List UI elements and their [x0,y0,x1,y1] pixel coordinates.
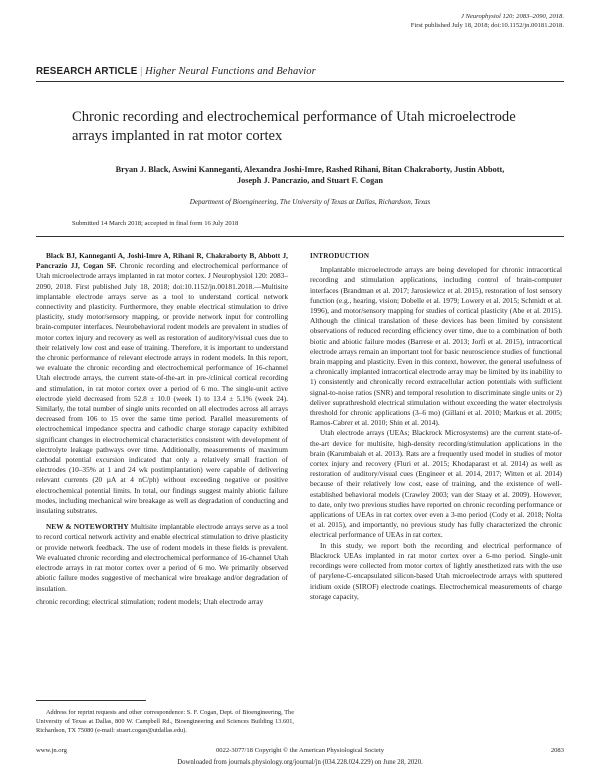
new-noteworthy-paragraph [36,522,288,593]
article-type-band [36,66,316,77]
abstract-column [36,251,288,607]
citation-lead: Black BJ, Kanneganti A, Joshi-Imre A, Rihani R, Chakraborty B, Abbott J, Pancrazio JJ, Cogan SF. [36,251,288,271]
first-published-line: First published July 18, 2018; doi:10.1152/jn.00181.2018. [410,22,564,30]
header-rule [36,81,564,82]
correspondence-text: Address for reprint requests and other correspondence: S. F. Cogan, Dept. of Bioengineering, The University of Texas at Dallas, 800 W. Campbell Rd., Bioengineering and Sciences Building 13.601, Richardson, TX 75080 (e-mail: stuart.cogan@utdallas.edu). [36,709,294,734]
journal-citation: J Neurophysiol 120: 2083–2090, 2018. [460,13,564,20]
journal-website-link[interactable]: www.jn.org [36,747,67,754]
page-number: 2083 [550,747,564,754]
section-name: Higher Neural Functions and Behavior [145,66,316,77]
band-separator: | [140,66,143,77]
correspondence-note [36,700,294,735]
article-type: RESEARCH ARTICLE [36,66,138,77]
intro-paragraph: Implantable microelectrode arrays are being developed for chronic intracortical recording and stimulation applications, including control of brain-computer interfaces (Brandman et al. 2017; Jarosiewicz et al. 2015), restoration of lost sensory function (e.g., hearing, vision; Dobelle et al. 1979; Lowery et al. 2015; Schmidt et al. 1996), and motor/sensory mapping for studies of cortical plasticity (Abe et al. 2015). Although the clinical translation of these devices has been limited by consistent observations of reduced recording efficiency over time, due to a combination of both biotic and abiotic failure modes (Barrese et al. 2013; Jorfi et al. 2015), intracortical electrode arrays remain an important tool for basic neuroscience studies of functional brain mapping and plasticity. Even in this context, however, the general usefulness of a chronically implanted intracortical electrode array may be limited by its inability to 1) consistently and chronically record extracellular action potentials with sufficient signal-to-noise ratios (SNR) and temporal resolution to discriminate single units or 2) deliver suprathreshold electrical stimulation without exceeding the water electrolysis threshold for chronic applications (3–6 mo) (Gillani et al. 2010; Markus et al. 2005; Ramos-Cabrer et al. 2010; Shin et al. 2014). [310,265,562,428]
download-notice: Downloaded from journals.physiology.org/journal/jn (034.228.024.229) on June 28, 2020. [177,759,423,766]
intro-paragraph: Utah electrode arrays (UEAs; Blackrock Microsystems) are the current state-of-the-art device for multisite, high-density recording/stimulation applications in the brain (Karumbaiah et al. 2013). Rats are a frequently used model in studies of motor cortex injury and recovery (Fluri et al. 2015; Khodaparast et al. 2014) as well as restoration of auditory/visual cues (Engineer et al. 2014, 2017; Witten et al. 2014) because of their relatively low cost, ease of training, and the existence of well-established behavioral models (Crawley 2003; van der Staay et al. 2009). However, to date, only two previous studies have reported on chronic recording performance or applications of UEAs in rat cortex over even a 3-mo period (Cody et al. 2018; Nolta et al. 2015), and importantly, no previous study has fully characterized the chronic electrical performance of UEAs in rat cortex. [310,428,562,540]
abstract-paragraph [36,251,288,516]
keywords: chronic recording; electrical stimulation; rodent models; Utah electrode array [36,596,264,606]
author-list: Bryan J. Black, Aswini Kanneganti, Alexandra Joshi-Imre, Rashed Rihani, Bitan Chakraborty, Justin Abbott, Joseph J. Pancrazio, and Stuart F. Cogan [115,165,505,186]
copyright-line: 0022-3077/18 Copyright © the American Physiological Society [215,747,384,754]
section-heading-introduction: INTRODUCTION [310,252,370,260]
intro-paragraph: In this study, we report both the recording and electrical performance of Blackrock UEAs implanted in rat motor cortex over a 6-mo period. Single-unit recordings were collected from motor cortex of lightly anesthetized rats with the use of parylene-C-encapsulated silicon-based Utah microelectrode arrays with sputtered iridium oxide (SIROF) electrode coatings. Electrochemical measurements of charge storage capacity, [310,540,562,601]
new-noteworthy-label: NEW & NOTEWORTHY [46,522,129,532]
title-block-rule [36,236,564,237]
article-title: Chronic recording and electrochemical performance of Utah microelectrode arrays implanted in rat motor cortex [72,109,516,144]
affiliation: Department of Bioengineering, The University of Texas at Dallas, Richardson, Texas [189,198,431,206]
new-noteworthy-text: Multisite implantable electrode arrays serve as a tool to record cortical network activity and enable electrical stimulation to drive plasticity or provide network feedback. The use of rodent models in these fields is prevalent. We evaluated chronic recording and electrochemical performance of 16-channel Utah electrode arrays in rat motor cortex over a period of 6 mo. We primarily observed abiotic failure modes suggestive of mechanical wire breakage and/or degradation of insulation. [36,522,289,593]
submission-dates: Submitted 14 March 2018; accepted in final form 16 July 2018 [72,220,239,227]
introduction-column [310,251,562,602]
running-header [411,12,564,30]
abstract-body: Chronic recording and electrochemical performance of Utah microelectrode arrays implanted in rat motor cortex. J Neurophysiol 120: 2083–2090, 2018. First published July 18, 2018; doi:10.1152/jn.00181.2018.—Multisite implantable electrode arrays serve as a tool to understand cortical network connectivity and plasticity. Furthermore, they enable electrical stimulation to drive plasticity, study motor/sensory mapping, or provide network input for controlling brain-computer interfaces. Neurobehavioral rodent models are prevalent in studies of motor cortex injury and recovery as well as restoration of auditory/visual cues due to their relatively low cost and ease of training. Therefore, it is important to understand the chronic performance of relevant electrode arrays in rodent models. In this report, we evaluate the chronic recording and electrochemical performance of 16-channel Utah electrode arrays, the current state-of-the-art in pre-/clinical cortical recording and stimulation, in rat motor cortex over a period of 6 mo. The single-unit active electrode yield decreased from 52.8 ± 10.0 (week 1) to 13.4 ± 5.1% (week 24). Similarly, the total number of single units recorded on all electrodes across all arrays decreased from 106 to 15 over the same time period. Parallel measurements of electrochemical impedance spectra and cathodic charge storage capacity exhibited significant changes in electrochemical characteristics consistent with development of electrolyte leakage pathways over time. Additionally, measurements of maximum cathodal potential excursion indicated that only a relatively small fraction of electrodes (10–35% at 1 and 24 wk postimplantation) were capable of delivering relevant currents (20 µA at 4 nC/ph) without exceeding negative or positive electrochemical potential limits. In total, our findings suggest mainly abiotic failure modes, including mechanical wire breakage as well as degradation of conducting and insulating substrates. [36,261,289,516]
footnote-rule [36,700,146,701]
